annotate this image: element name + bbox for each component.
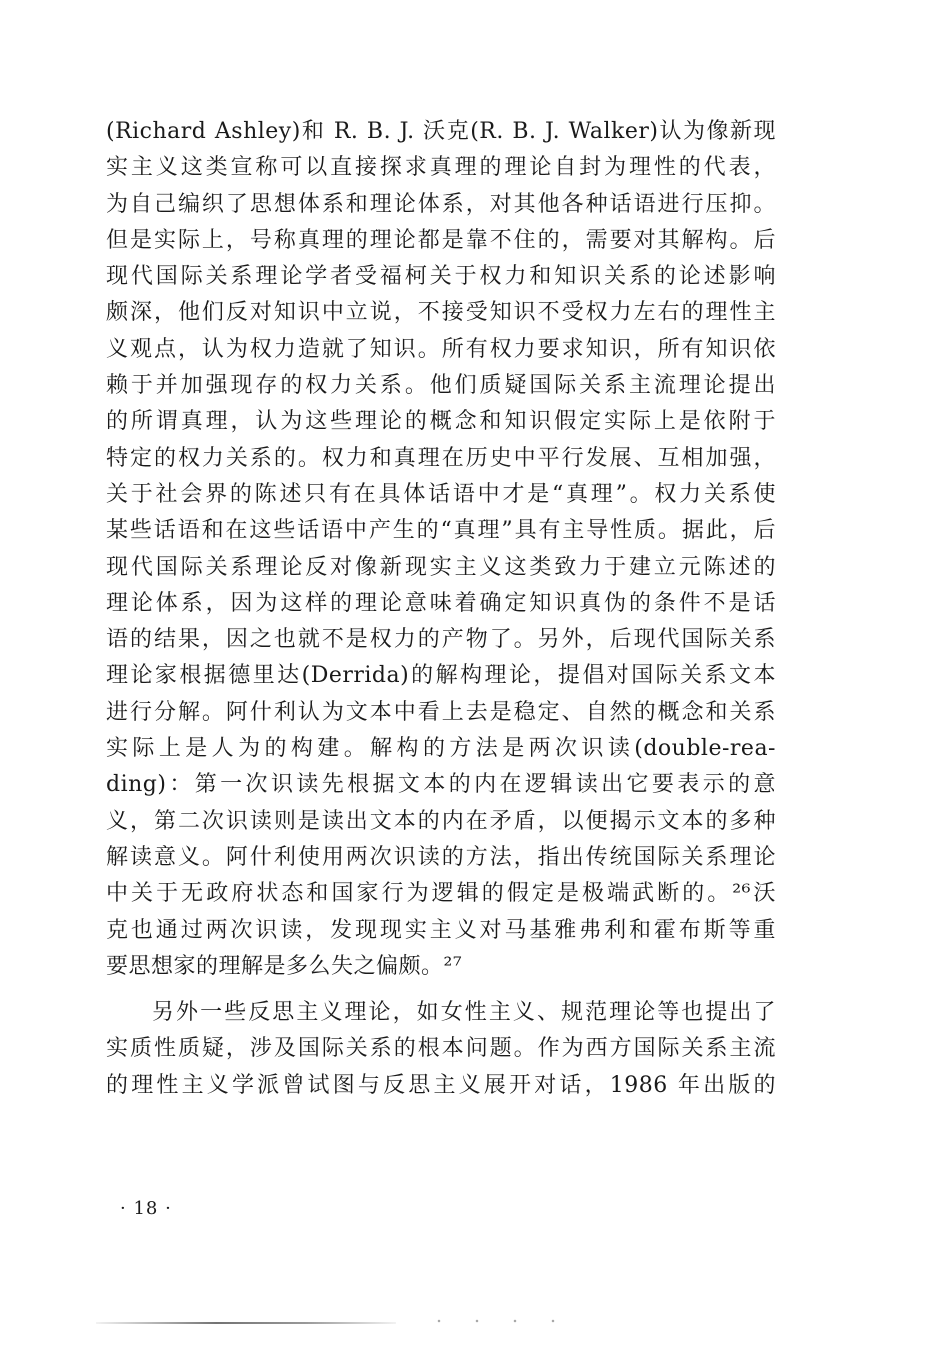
text-line: 现代国际关系理论反对像新现实主义这类致力于建立元陈述的 — [106, 554, 776, 580]
text-line: 解读意义。阿什利使用两次识读的方法，指出传统国际关系理论 — [106, 844, 776, 870]
text-line: 特定的权力关系的。权力和真理在历史中平行发展、互相加强， — [106, 445, 776, 471]
text-line: 要思想家的理解是多么失之偏颇。²⁷ — [106, 953, 463, 979]
paragraph-2 — [106, 995, 776, 1104]
text-line: 为自己编织了思想体系和理论体系，对其他各种话语进行压抑。 — [106, 191, 776, 217]
scan-artifact-dots — [420, 1318, 570, 1324]
text-line: 的理性主义学派曾试图与反思主义展开对话，1986 年出版的 — [106, 1072, 776, 1098]
text-line: 关于社会界的陈述只有在具体话语中才是“真理”。权力关系使 — [106, 481, 776, 507]
text-line: 颇深，他们反对知识中立说，不接受知识不受权力左右的理性主 — [106, 300, 776, 326]
text-line: 的所谓真理，认为这些理论的概念和知识假定实际上是依附于 — [106, 409, 776, 435]
body-text — [106, 114, 776, 1104]
text-line: 义，第二次识读则是读出文本的内在矛盾，以便揭示文本的多种 — [106, 808, 776, 834]
text-line: 理论体系，因为这样的理论意味着确定知识真伪的条件不是话 — [106, 590, 776, 616]
text-line: 现代国际关系理论学者受福柯关于权力和知识关系的论述影响 — [106, 264, 776, 290]
text-line: 某些话语和在这些话语中产生的“真理”具有主导性质。据此，后 — [106, 518, 776, 544]
text-line: 实主义这类宣称可以直接探求真理的理论自封为理性的代表， — [106, 155, 776, 181]
scan-artifact-rule — [96, 1322, 396, 1324]
paragraph-gap — [106, 985, 776, 995]
text-line: 但是实际上，号称真理的理论都是靠不住的，需要对其解构。后 — [106, 227, 776, 253]
text-line: (Richard Ashley)和 R. B. J. 沃克(R. B. J. Walker)认为像新现 — [106, 119, 776, 144]
text-line: 另外一些反思主义理论，如女性主义、规范理论等也提出了 — [152, 1000, 776, 1026]
text-line: 克也通过两次识读，发现现实主义对马基雅弗利和霍布斯等重 — [106, 917, 776, 943]
paragraph-1 — [106, 114, 776, 985]
text-line: 赖于并加强现存的权力关系。他们质疑国际关系主流理论提出 — [106, 373, 776, 399]
text-line: 实际上是人为的构建。解构的方法是两次识读(double-rea- — [106, 736, 776, 762]
text-line: 中关于无政府状态和国家行为逻辑的假定是极端武断的。²⁶沃 — [106, 881, 777, 907]
text-line: 语的结果，因之也就不是权力的产物了。另外，后现代国际关系 — [106, 627, 776, 653]
text-line: 理论家根据德里达(Derrida)的解构理论，提倡对国际关系文本 — [106, 663, 776, 689]
text-line: 义观点，认为权力造就了知识。所有权力要求知识，所有知识依 — [106, 336, 776, 362]
text-line: ding)：第一次识读先根据文本的内在逻辑读出它要表示的意 — [106, 772, 776, 798]
text-line: 进行分解。阿什利认为文本中看上去是稳定、自然的概念和关系 — [106, 699, 776, 725]
page-number: · 18 · — [120, 1198, 172, 1219]
text-line: 实质性质疑，涉及国际关系的根本问题。作为西方国际关系主流 — [106, 1036, 776, 1062]
